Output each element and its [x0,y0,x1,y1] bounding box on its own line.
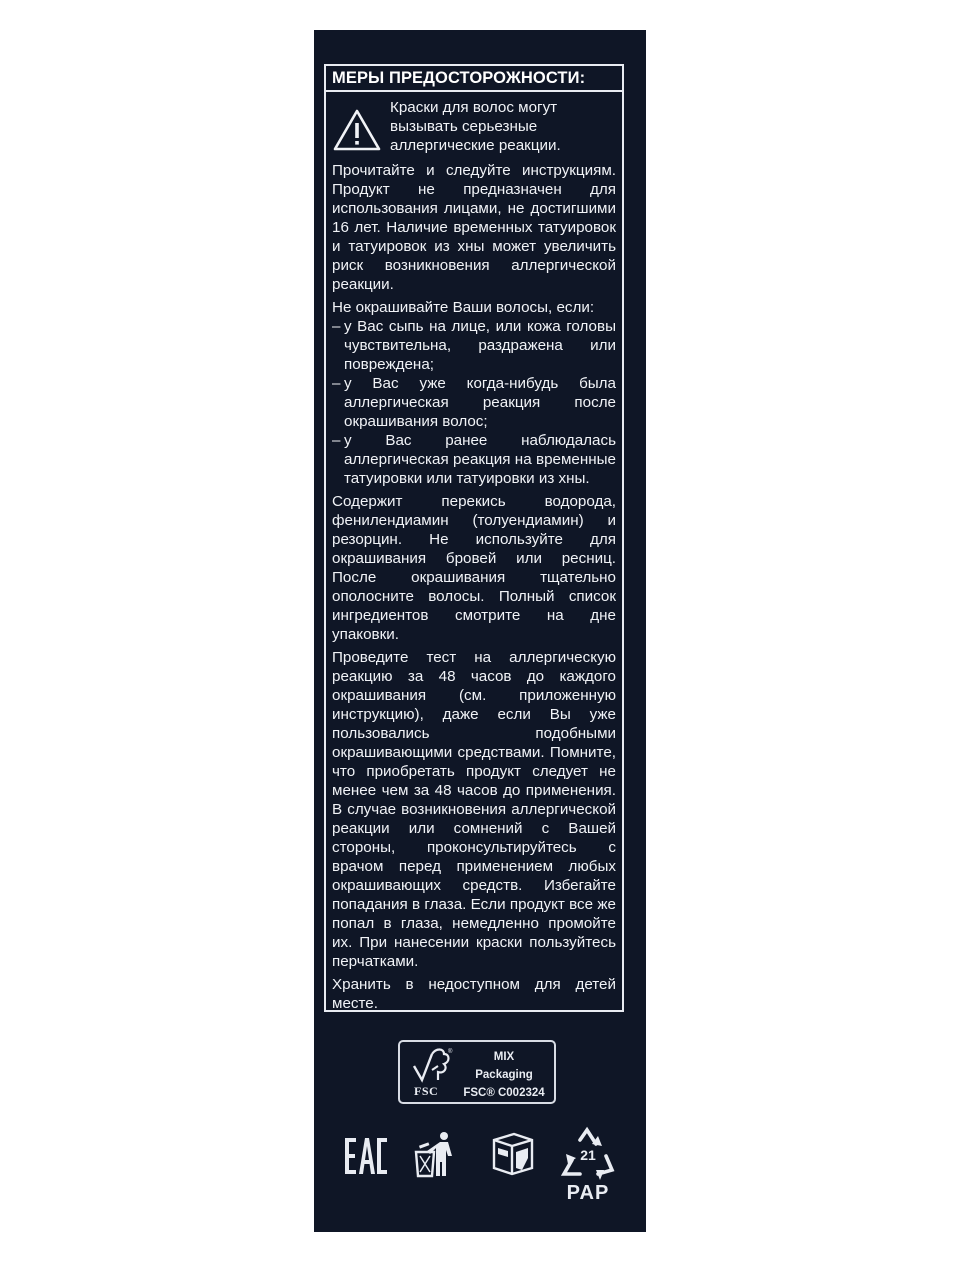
storage-paragraph: Хранить в недоступном для детей месте. [332,976,616,1012]
precautions-content [326,92,622,1013]
contraindications-list [332,317,616,488]
recycle-code: PAP [566,1182,610,1204]
intro-text: Краски для волос могут вызывать серьезные аллергические реакции. [390,99,561,154]
precautions-title: МЕРЫ ПРЕДОСТОРОЖНОСТИ: [326,66,622,92]
instructions-paragraph: Прочитайте и следуйте инструкциям. Продукт не предназначен для использования лицами, не достигшими 16 лет. Наличие временных татуировок и татуировок из хны может увеличить риск возникновения аллергической реакции. [332,162,616,293]
fsc-logo-text: FSC [414,1084,439,1098]
fsc-packaging: Packaging [475,1069,533,1081]
list-item: – у Вас уже когда-нибудь была аллергическая реакция после окрашивания волос; [332,375,616,430]
list-heading: Не окрашивайте Ваши волосы, если: [332,299,595,316]
warning-intro [332,98,616,157]
recycle-number: 21 [580,1147,596,1163]
fsc-code: FSC® C002324 [463,1087,545,1099]
eac-mark-icon [344,1134,388,1178]
svg-text:®: ® [448,1049,453,1055]
warning-triangle-icon [332,98,390,157]
list-item: – у Вас сыпь на лице, или кожа головы чувствительна, раздражена или повреждена; [332,318,616,373]
precautions-box [324,64,624,1012]
package-side-panel [314,30,646,1232]
fsc-text [458,1048,550,1102]
ingredients-paragraph: Содержит перекись водорода, фенилендиамин (толуендиамин) и резорцин. Не используйте для окрашивания бровей или ресниц. После окрашивания тщательно ополосните волосы. Полный список ингредиентов смотрите на дне упаковки. [332,493,616,643]
carton-recycle-icon [490,1130,536,1178]
fsc-tree-icon [410,1046,454,1086]
tidyman-bin-icon [414,1130,458,1180]
allergy-test-paragraph: Проведите тест на аллергическую реакцию за 48 часов до каждого окрашивания (см. приложенную инструкцию), даже если Вы уже пользовались подобными окрашивающими средствами. Помните, что приобретать продукт следует не менее чем за 48 часов до применения. В случае возникновения аллергической реакции или сомнений с Вашей стороны, проконсультируйтесь с врачом перед применением любых окрашивающих средств. Избегайте попадания в глаза. Если продукт все же попал в глаза, немедленно промойте их. При нанесении краски пользуйтесь перчатками. [332,649,616,970]
list-item: – у Вас ранее наблюдалась аллергическая реакция на временные татуировки или татуировки из хны. [332,432,616,487]
fsc-mix: MIX [493,1051,515,1063]
fsc-label [398,1040,556,1104]
